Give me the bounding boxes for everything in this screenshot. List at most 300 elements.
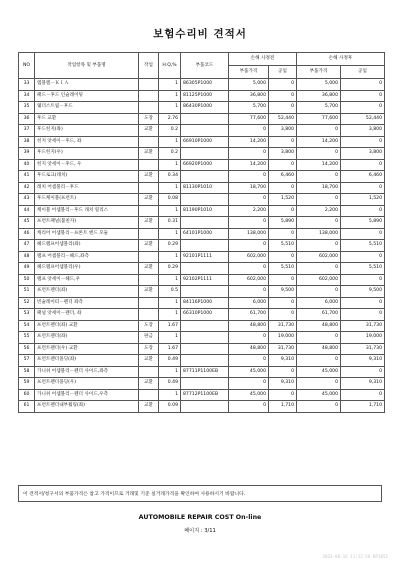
labor-after: 19,000 — [341, 332, 385, 344]
labor-after: 0 — [341, 309, 385, 321]
hq-value: 0.31 — [159, 217, 181, 229]
labor-before: 0 — [269, 297, 297, 309]
work-type: 도장 — [139, 113, 159, 125]
labor-before: 5,510 — [269, 263, 297, 275]
header-row-1 — [19, 53, 385, 66]
item-name: 프런트패널(불친자) — [35, 217, 139, 229]
row-number: 60 — [19, 389, 35, 401]
parts-price-before: 5,700 — [229, 102, 269, 114]
table-row — [19, 355, 385, 367]
parts-price-before: 18,700 — [229, 182, 269, 194]
parts-price-after: 0 — [297, 332, 341, 344]
work-type — [139, 366, 159, 378]
work-type: 교환 — [139, 401, 159, 413]
table-row — [19, 251, 385, 263]
table-body — [19, 79, 385, 413]
item-name: 램프 앗세이－헤드,우 — [35, 274, 139, 286]
row-number: 33 — [19, 79, 35, 91]
work-type — [139, 90, 159, 102]
item-name: 후드 교환 — [35, 113, 139, 125]
footer-title: AUTOMOBILE REPAIR COST On-line — [138, 514, 262, 521]
part-code — [181, 343, 229, 355]
header-labor-before: 공임 — [269, 66, 297, 79]
parts-price-before: 602,000 — [229, 251, 269, 263]
row-number: 52 — [19, 297, 35, 309]
parts-price-before: 5,000 — [229, 79, 269, 91]
item-name: 프런트펜더내부휠링(좌) — [35, 401, 139, 413]
table-row — [19, 217, 385, 229]
parts-price-before: 0 — [229, 263, 269, 275]
row-number: 37 — [19, 125, 35, 137]
part-code: 92102P1111 — [181, 274, 229, 286]
item-name: 캐리어 어셈블리－프론트 엔드 모듈 — [35, 228, 139, 240]
labor-before: 0 — [269, 90, 297, 102]
work-type: 도장 — [139, 320, 159, 332]
parts-price-before: 0 — [229, 194, 269, 206]
row-number: 41 — [19, 171, 35, 183]
parts-price-after: 48,800 — [297, 320, 341, 332]
table-row — [19, 263, 385, 275]
part-code — [181, 286, 229, 298]
parts-price-after: 0 — [297, 148, 341, 160]
part-code: 92101P1111 — [181, 251, 229, 263]
labor-before: 52,440 — [269, 113, 297, 125]
row-number: 57 — [19, 355, 35, 367]
work-type — [139, 228, 159, 240]
parts-price-before: 138,000 — [229, 228, 269, 240]
parts-price-after: 0 — [297, 171, 341, 183]
labor-before: 0 — [269, 159, 297, 171]
labor-before: 0 — [269, 228, 297, 240]
parts-price-after: 45,000 — [297, 389, 341, 401]
labor-before: 0 — [269, 182, 297, 194]
table-row — [19, 171, 385, 183]
labor-before: 31,730 — [269, 343, 297, 355]
parts-price-after: 6,000 — [297, 297, 341, 309]
hq-value: 0.09 — [159, 401, 181, 413]
hq-value: 0.2 — [159, 148, 181, 160]
page-number: 페이지 : 3/11 — [184, 528, 216, 534]
part-code — [181, 401, 229, 413]
hq-value: 1 — [159, 228, 181, 240]
item-name: 케이블 어셈블리－후드 래치 릴리스 — [35, 205, 139, 217]
hq-value: 0.49 — [159, 355, 181, 367]
parts-price-after: 45,000 — [297, 366, 341, 378]
work-type — [139, 274, 159, 286]
hq-value: 0.29 — [159, 263, 181, 275]
table-row — [19, 90, 385, 102]
row-number: 55 — [19, 332, 35, 344]
work-type — [139, 102, 159, 114]
parts-price-before: 6,000 — [229, 297, 269, 309]
labor-before: 31,730 — [269, 320, 297, 332]
parts-price-after: 14,200 — [297, 159, 341, 171]
hq-value: 0.2 — [159, 125, 181, 137]
work-type: 교환 — [139, 217, 159, 229]
part-code: 87711P1100EB — [181, 366, 229, 378]
hq-value: 1 — [159, 332, 181, 344]
labor-after: 0 — [341, 228, 385, 240]
row-number: 44 — [19, 205, 35, 217]
item-name: 후드케이블(프런트) — [35, 194, 139, 206]
labor-before: 3,800 — [269, 125, 297, 137]
parts-price-after: 0 — [297, 286, 341, 298]
table-row — [19, 159, 385, 171]
item-name: 엠블렘－ＫＩＡ — [35, 79, 139, 91]
parts-price-after: 0 — [297, 125, 341, 137]
table-row — [19, 182, 385, 194]
table-row — [19, 136, 385, 148]
table-row — [19, 228, 385, 240]
row-number: 35 — [19, 102, 35, 114]
work-type: 교환 — [139, 378, 159, 390]
item-name: 프런트펜더(우) 교환 — [35, 343, 139, 355]
table-row — [19, 194, 385, 206]
part-code — [181, 378, 229, 390]
hq-value: 1 — [159, 297, 181, 309]
parts-price-before: 45,000 — [229, 389, 269, 401]
part-code — [181, 125, 229, 137]
labor-after: 1,710 — [341, 401, 385, 413]
table-row — [19, 286, 385, 298]
labor-before: 1,520 — [269, 194, 297, 206]
parts-price-before: 0 — [229, 125, 269, 137]
item-name: 가니쉬 어셈블리－펜더 사이드,우측 — [35, 389, 139, 401]
labor-after: 0 — [341, 251, 385, 263]
work-type: 교환 — [139, 125, 159, 137]
table-row — [19, 274, 385, 286]
header-work: 작업 — [139, 53, 159, 79]
table-row — [19, 309, 385, 321]
labor-after: 31,730 — [341, 320, 385, 332]
parts-price-before: 36,800 — [229, 90, 269, 102]
parts-price-after: 602,000 — [297, 274, 341, 286]
work-type — [139, 159, 159, 171]
row-number: 48 — [19, 251, 35, 263]
table-row — [19, 79, 385, 91]
hq-value: 0.29 — [159, 240, 181, 252]
labor-after: 3,800 — [341, 125, 385, 137]
parts-price-before: 0 — [229, 355, 269, 367]
table-row — [19, 320, 385, 332]
estimate-table — [18, 52, 385, 413]
part-code — [181, 113, 229, 125]
part-code: 66910P1000 — [181, 136, 229, 148]
header-parts-price-before: 부품가격 — [229, 66, 269, 79]
labor-after: 0 — [341, 90, 385, 102]
labor-after: 0 — [341, 182, 385, 194]
labor-before: 5,510 — [269, 240, 297, 252]
labor-after: 0 — [341, 205, 385, 217]
row-number: 36 — [19, 113, 35, 125]
labor-before: 5,890 — [269, 217, 297, 229]
parts-price-after: 36,800 — [297, 90, 341, 102]
parts-price-before: 45,000 — [229, 366, 269, 378]
row-number: 39 — [19, 148, 35, 160]
hq-value: 1 — [159, 90, 181, 102]
part-code — [181, 240, 229, 252]
part-code — [181, 217, 229, 229]
labor-after: 0 — [341, 389, 385, 401]
price-notice: 이 견적서/청구서의 부품가격은 참고 가격이므로 거래및 기준 실거래가격을 확인하여 사용하시기 바랍니다. — [18, 485, 382, 502]
parts-price-after: 61,700 — [297, 309, 341, 321]
hq-value: 1 — [159, 102, 181, 114]
work-type: 교환 — [139, 194, 159, 206]
parts-price-after: 77,600 — [297, 113, 341, 125]
table-row — [19, 343, 385, 355]
parts-price-before: 0 — [229, 240, 269, 252]
labor-after: 0 — [341, 274, 385, 286]
labor-after: 31,730 — [341, 343, 385, 355]
row-number: 53 — [19, 309, 35, 321]
table-row — [19, 332, 385, 344]
hq-value: 2.76 — [159, 113, 181, 125]
item-name: 힌지 앗세이－후드, 좌 — [35, 136, 139, 148]
hq-value: 1 — [159, 274, 181, 286]
row-number: 51 — [19, 286, 35, 298]
part-code: 66310P1000 — [181, 309, 229, 321]
work-type — [139, 251, 159, 263]
item-name: 힌지 앗세이－후드, 우 — [35, 159, 139, 171]
labor-before: 1,710 — [269, 401, 297, 413]
hq-value: 0.5 — [159, 286, 181, 298]
work-type — [139, 205, 159, 217]
hq-value: 1 — [159, 205, 181, 217]
row-number: 42 — [19, 182, 35, 194]
hq-value: 1.67 — [159, 320, 181, 332]
work-type — [139, 79, 159, 91]
row-number: 38 — [19, 136, 35, 148]
row-number: 45 — [19, 217, 35, 229]
labor-before: 6,460 — [269, 171, 297, 183]
item-name: 가니쉬 어셈블리－펜더 사이드,좌측 — [35, 366, 139, 378]
table-row — [19, 205, 385, 217]
row-number: 34 — [19, 90, 35, 102]
parts-price-after: 18,700 — [297, 182, 341, 194]
hq-value: 1 — [159, 159, 181, 171]
table-row — [19, 113, 385, 125]
row-number: 58 — [19, 366, 35, 378]
item-name: 램프 어셈블리－헤드,좌측 — [35, 251, 139, 263]
header-labor-after: 공임 — [341, 66, 385, 79]
labor-after: 0 — [341, 79, 385, 91]
work-type: 도장 — [139, 343, 159, 355]
part-code: 86430P1000 — [181, 102, 229, 114]
table-row — [19, 297, 385, 309]
work-type: 교환 — [139, 171, 159, 183]
part-code: 66920P1000 — [181, 159, 229, 171]
item-name: 후드로크(래치) — [35, 171, 139, 183]
hq-value: 1 — [159, 251, 181, 263]
labor-after: 9,310 — [341, 378, 385, 390]
hq-value: 0.49 — [159, 378, 181, 390]
parts-price-before: 14,200 — [229, 136, 269, 148]
work-type: 교환 — [139, 148, 159, 160]
item-name: 래치 어셈블리－후드 — [35, 182, 139, 194]
labor-after: 6,460 — [341, 171, 385, 183]
row-number: 46 — [19, 228, 35, 240]
item-name: 프런트펜더(좌) — [35, 286, 139, 298]
row-number: 54 — [19, 320, 35, 332]
header-no: NO — [19, 53, 35, 79]
hq-value: 1.67 — [159, 343, 181, 355]
parts-price-before: 48,800 — [229, 343, 269, 355]
labor-before: 0 — [269, 205, 297, 217]
work-type — [139, 136, 159, 148]
row-number: 61 — [19, 401, 35, 413]
table-row — [19, 102, 385, 114]
part-code: 81125P1000 — [181, 90, 229, 102]
table-row — [19, 378, 385, 390]
labor-before: 0 — [269, 136, 297, 148]
work-type: 교환 — [139, 355, 159, 367]
item-name: 패널 앗세이－펜더, 좌 — [35, 309, 139, 321]
hq-value: 1 — [159, 309, 181, 321]
parts-price-after: 0 — [297, 401, 341, 413]
hq-value: 0.08 — [159, 194, 181, 206]
parts-price-after: 14,200 — [297, 136, 341, 148]
hq-value: 0.34 — [159, 171, 181, 183]
labor-after: 9,500 — [341, 286, 385, 298]
labor-after: 5,890 — [341, 217, 385, 229]
hq-value: 1 — [159, 366, 181, 378]
parts-price-after: 5,700 — [297, 102, 341, 114]
item-name: 후드힌지(우) — [35, 148, 139, 160]
parts-price-after: 0 — [297, 355, 341, 367]
item-name: 웨더스트립－후드 — [35, 102, 139, 114]
parts-price-after: 138,000 — [297, 228, 341, 240]
item-name: 패드－후드 인슐레이팅 — [35, 90, 139, 102]
item-name: 프런트펜더몰딩(좌) — [35, 355, 139, 367]
row-number: 49 — [19, 263, 35, 275]
row-number: 47 — [19, 240, 35, 252]
print-stamp: 2024-00-16 11:12:56 KP1051 — [322, 554, 388, 559]
item-name: 프런트펜더(좌) — [35, 332, 139, 344]
labor-before: 9,500 — [269, 286, 297, 298]
parts-price-before: 0 — [229, 171, 269, 183]
part-code: 81130P1010 — [181, 182, 229, 194]
header-item: 작업항목 및 부품명 — [35, 53, 139, 79]
labor-before: 0 — [269, 309, 297, 321]
parts-price-before: 48,800 — [229, 320, 269, 332]
table-row — [19, 389, 385, 401]
table-row — [19, 366, 385, 378]
hq-value: 1 — [159, 136, 181, 148]
parts-price-before: 0 — [229, 217, 269, 229]
part-code — [181, 355, 229, 367]
parts-price-after: 0 — [297, 194, 341, 206]
part-code: 84116P1000 — [181, 297, 229, 309]
row-number: 50 — [19, 274, 35, 286]
work-type — [139, 389, 159, 401]
parts-price-after: 0 — [297, 378, 341, 390]
document-title: 보험수리비 견적서 — [153, 28, 247, 40]
parts-price-after: 5,000 — [297, 79, 341, 91]
hq-value: 1 — [159, 79, 181, 91]
labor-before: 0 — [269, 251, 297, 263]
part-code — [181, 171, 229, 183]
work-type — [139, 297, 159, 309]
item-name: 후드힌지(좌) — [35, 125, 139, 137]
part-code — [181, 194, 229, 206]
item-name: 빈슐레이터－펜더 좌측 — [35, 297, 139, 309]
labor-before: 0 — [269, 389, 297, 401]
part-code: 64101P1000 — [181, 228, 229, 240]
part-code — [181, 332, 229, 344]
labor-before: 9,310 — [269, 378, 297, 390]
labor-after: 3,800 — [341, 148, 385, 160]
parts-price-before: 61,700 — [229, 309, 269, 321]
labor-before: 19,000 — [269, 332, 297, 344]
part-code: 86305P1000 — [181, 79, 229, 91]
work-type — [139, 309, 159, 321]
parts-price-before: 0 — [229, 378, 269, 390]
labor-after: 0 — [341, 102, 385, 114]
header-before-assessment: 손해 사정전 — [229, 53, 297, 66]
row-number: 56 — [19, 343, 35, 355]
parts-price-before: 0 — [229, 148, 269, 160]
parts-price-before: 14,200 — [229, 159, 269, 171]
parts-price-before: 77,600 — [229, 113, 269, 125]
part-code — [181, 263, 229, 275]
work-type — [139, 182, 159, 194]
row-number: 59 — [19, 378, 35, 390]
labor-before: 0 — [269, 366, 297, 378]
work-type: 판금 — [139, 332, 159, 344]
parts-price-after: 0 — [297, 240, 341, 252]
item-name: 헤드램프어셈블리(우) — [35, 263, 139, 275]
item-name: 프런트펜더(좌) 교환 — [35, 320, 139, 332]
labor-after: 0 — [341, 366, 385, 378]
table-row — [19, 240, 385, 252]
labor-after: 0 — [341, 136, 385, 148]
hq-value: 1 — [159, 182, 181, 194]
header-hq: H.Q,% — [159, 53, 181, 79]
labor-before: 9,310 — [269, 355, 297, 367]
parts-price-before: 2,200 — [229, 205, 269, 217]
labor-before: 0 — [269, 79, 297, 91]
item-name: 프런트펜더몰딩(우) — [35, 378, 139, 390]
table-row — [19, 125, 385, 137]
work-type: 교환 — [139, 286, 159, 298]
parts-price-before: 0 — [229, 286, 269, 298]
header-code: 부품코드 — [181, 53, 229, 79]
part-code — [181, 320, 229, 332]
header-after-assessment: 손해 사정후 — [297, 53, 385, 66]
row-number: 40 — [19, 159, 35, 171]
part-code — [181, 148, 229, 160]
part-code: 87712P1100EB — [181, 389, 229, 401]
parts-price-after: 0 — [297, 263, 341, 275]
parts-price-after: 2,200 — [297, 205, 341, 217]
labor-before: 3,800 — [269, 148, 297, 160]
labor-after: 9,310 — [341, 355, 385, 367]
parts-price-after: 602,000 — [297, 251, 341, 263]
parts-price-before: 602,000 — [229, 274, 269, 286]
labor-after: 0 — [341, 159, 385, 171]
labor-after: 5,510 — [341, 263, 385, 275]
parts-price-before: 0 — [229, 401, 269, 413]
parts-price-after: 0 — [297, 217, 341, 229]
labor-before: 0 — [269, 274, 297, 286]
parts-price-before: 0 — [229, 332, 269, 344]
labor-after: 0 — [341, 297, 385, 309]
row-number: 43 — [19, 194, 35, 206]
labor-after: 52,440 — [341, 113, 385, 125]
table-row — [19, 148, 385, 160]
part-code: 81190P1010 — [181, 205, 229, 217]
table-row — [19, 401, 385, 413]
